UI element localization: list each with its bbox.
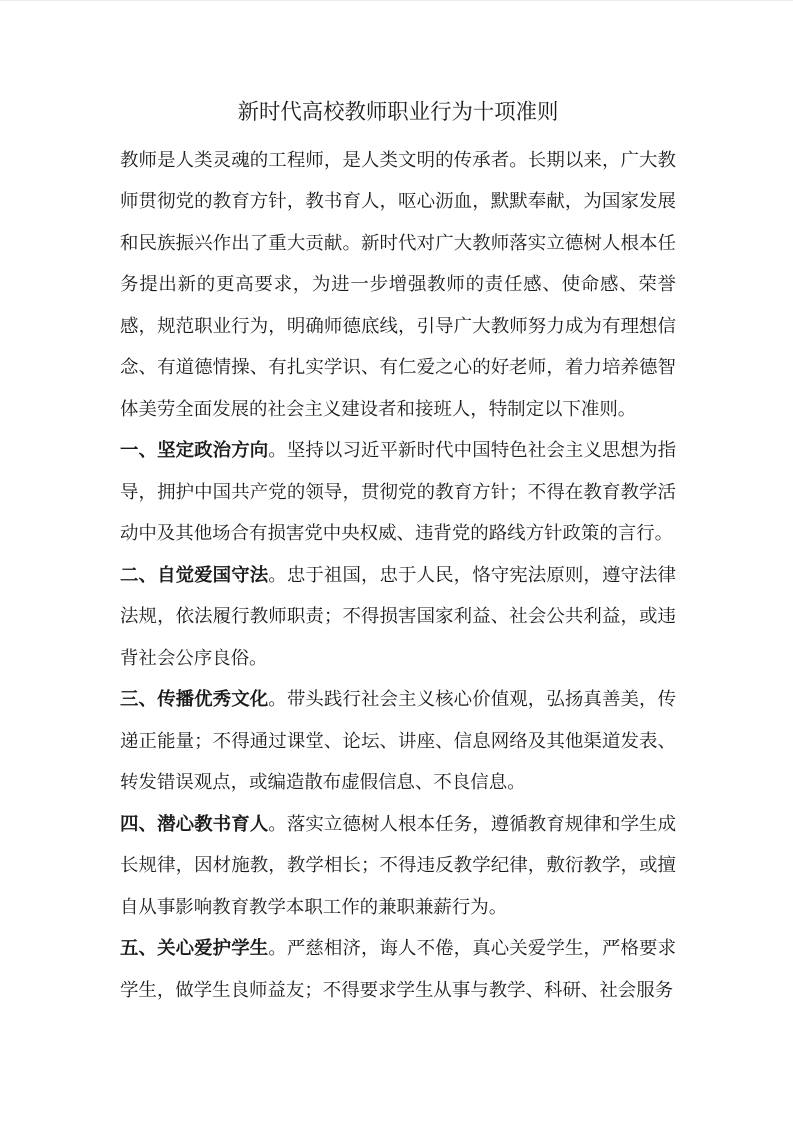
guideline-heading-1: 一、坚定政治方向 — [120, 440, 269, 460]
document-title: 新时代高校教师职业行为十项准则 — [237, 100, 559, 124]
guideline-item-3 — [120, 679, 676, 804]
guideline-body-5: 。严慈相济，诲人不倦，真心关爱学生，严格要求学生，做学生良师益友；不得要求学生从事与教学、科研、社会服务 — [120, 938, 677, 1000]
guideline-body-2: 。忠于祖国，忠于人民，恪守宪法原则，遵守法律法规，依法履行教师职责；不得损害国家利益、社会公共利益，或违背社会公序良俗。 — [120, 564, 677, 668]
guideline-body-3: 。带头践行社会主义核心价值观，弘扬真善美，传递正能量；不得通过课堂、论坛、讲座、信息网络及其他渠道发表、转发错误观点，或编造散布虚假信息、不良信息。 — [120, 689, 677, 792]
guideline-item-1 — [120, 430, 676, 555]
guideline-item-5 — [120, 928, 676, 1011]
guideline-heading-2: 二、自觉爱国守法 — [120, 564, 269, 585]
guideline-heading-4: 四、潜心教书育人 — [120, 813, 269, 834]
guideline-body-4: 。落实立德树人根本任务，遵循教育规律和学生成长规律，因材施教，教学相长；不得违反教学纪律，敷衍教学，或擅自从事影响教育教学本职工作的兼职兼薪行为。 — [120, 813, 677, 917]
guideline-item-4 — [120, 804, 676, 929]
intro-paragraph: 教师是人类灵魂的工程师，是人类文明的传承者。长期以来，广大教师贯彻党的教育方针，教书育人，呕心沥血，默默奉献，为国家发展和民族振兴作出了重大贡献。新时代对广大教师落实立德树人根本任务提出新的更高要求，为进一步增强教师的责任感、使命感、荣誉感，规范职业行为，明确师德底线，引导广大教师努力成为有理想信念、有道德情操、有扎实学识、有仁爱之心的好老师，着力培养德智体美劳全面发展的社会主义建设者和接班人，特制定以下准则。 — [120, 149, 676, 419]
guideline-body-1: 。坚持以习近平新时代中国特色社会主义思想为指导，拥护中国共产党的领导，贯彻党的教育方针；不得在教育教学活动中及其他场合有损害党中央权威、违背党的路线方针政策的言行。 — [120, 440, 677, 543]
guideline-item-2 — [120, 555, 676, 680]
guideline-heading-3: 三、传播优秀文化 — [120, 689, 269, 709]
guideline-heading-5: 五、关心爱护学生 — [120, 938, 269, 958]
